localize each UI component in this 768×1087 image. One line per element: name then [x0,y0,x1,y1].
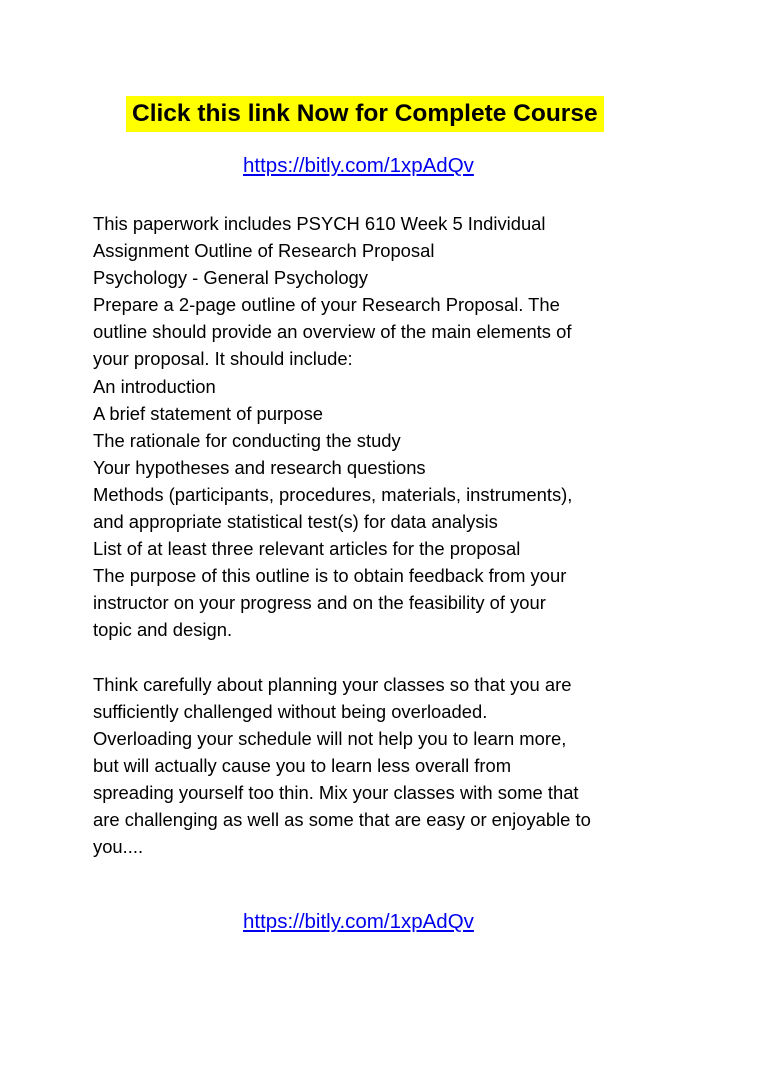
course-headline[interactable]: Click this link Now for Complete Course [126,96,604,132]
body-line: Overloading your schedule will not help you to learn more, [93,727,567,749]
body-line: topic and design. [93,619,233,641]
body-line: and appropriate statistical test(s) for data analysis [93,511,498,533]
paragraph-spacer [93,644,693,671]
course-link-top[interactable]: https://bitly.com/1xpAdQv [243,154,474,177]
document-body [93,210,693,860]
body-line: Think carefully about planning your classes so that you are [93,673,572,695]
body-line: A brief statement of purpose [93,402,324,424]
body-line: sufficiently challenged without being overloaded. [93,700,488,722]
body-line: outline should provide an overview of the main elements of [93,321,572,343]
course-link-bottom[interactable]: https://bitly.com/1xpAdQv [243,910,474,933]
body-line: but will actually cause you to learn less overall from [93,754,512,776]
body-line: List of at least three relevant articles for the proposal [93,538,521,560]
body-line: Assignment Outline of Research Proposal [93,240,435,262]
body-line: Psychology - General Psychology [93,267,368,289]
body-line: you.... [93,836,144,858]
body-line: The purpose of this outline is to obtain feedback from your [93,565,567,587]
body-line: Your hypotheses and research questions [93,456,426,478]
body-line: Methods (participants, procedures, materials, instruments), [93,483,573,505]
body-line: This paperwork includes PSYCH 610 Week 5 Individual [93,213,546,234]
body-line: Prepare a 2-page outline of your Research Proposal. The [93,294,560,316]
body-line: your proposal. It should include: [93,348,353,370]
body-line: The rationale for conducting the study [93,429,401,451]
body-line: are challenging as well as some that are easy or enjoyable to [93,809,591,831]
body-line: spreading yourself too thin. Mix your classes with some that [93,781,579,803]
body-line: An introduction [93,375,216,397]
body-line: instructor on your progress and on the feasibility of your [93,592,546,614]
